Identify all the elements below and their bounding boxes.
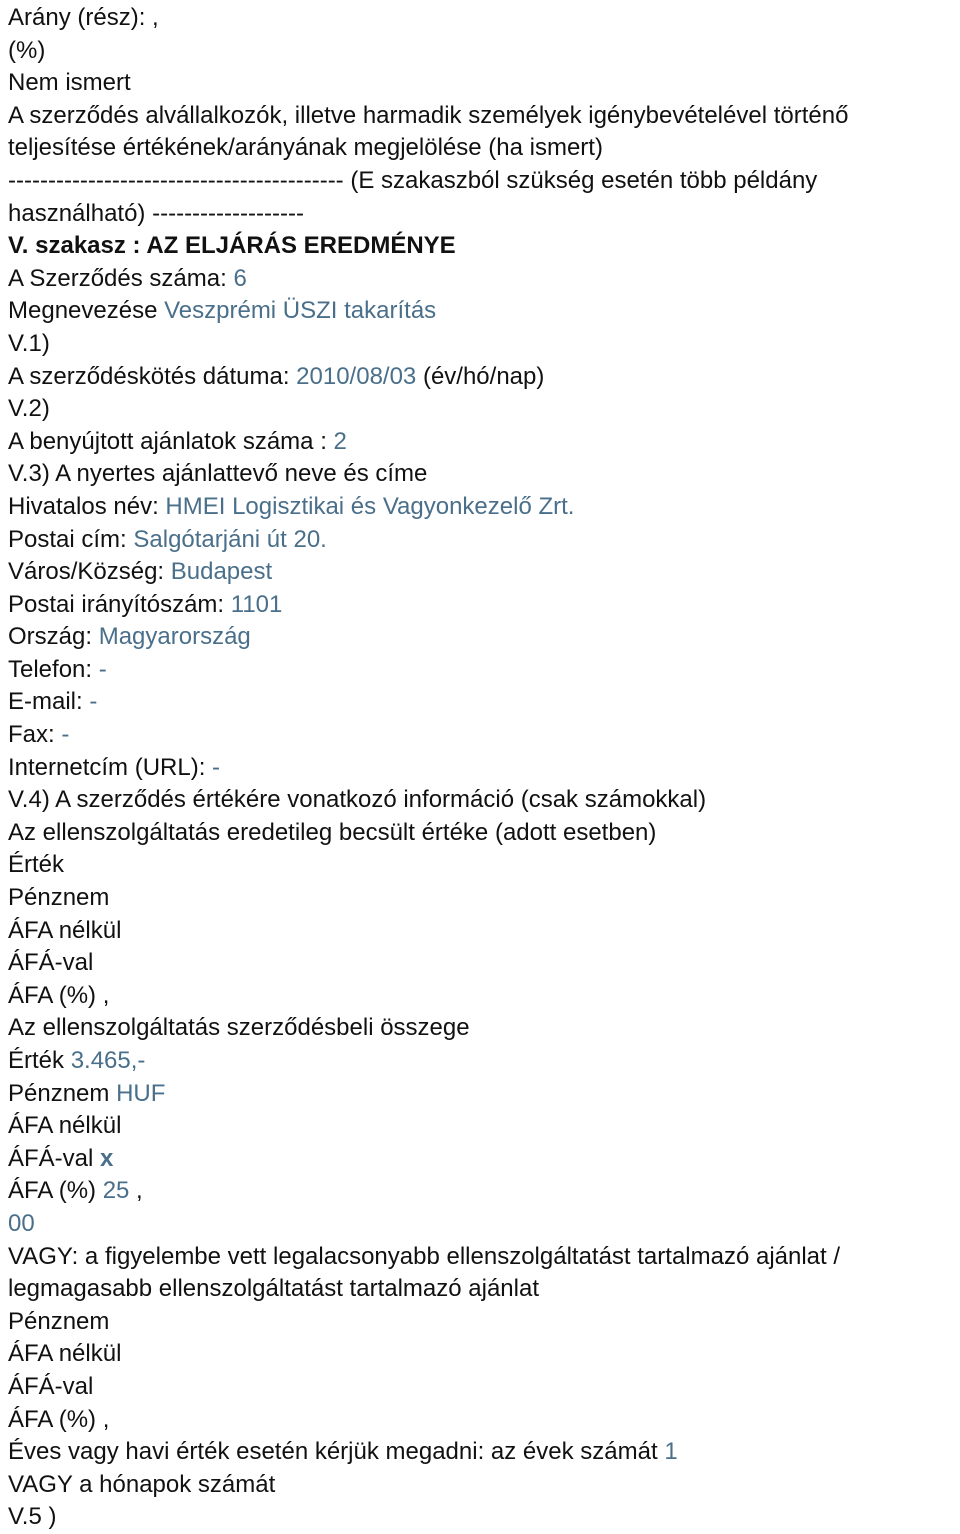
line-label: A szerződés alvállalkozók, illetve harmadik személyek igénybevételével történő [8,101,849,129]
line-label: V.3) A nyertes ajánlattevő neve és címe [8,460,428,488]
line-label: Hivatalos név: [8,492,166,520]
line-label: Éves vagy havi érték esetén kérjük megadni: az évek számát [8,1438,665,1466]
line-label: Fax: [8,721,62,749]
fax-line [8,719,960,752]
offers-count-line [8,426,960,459]
currency-line [8,1078,960,1111]
line-label: ------------------------------------------ (E szakaszból szükség esetén több példány [8,166,818,194]
text-line [8,817,960,850]
text-line [8,1371,960,1404]
line-value: HUF [116,1079,166,1107]
subsection-label [8,393,960,426]
text-line [8,2,960,35]
line-value: 2010/08/03 [296,362,417,390]
line-label: Pénznem [8,884,110,912]
line-label: használható) ------------------- [8,199,304,227]
text-line [8,132,960,165]
line-label: ÁFÁ-val [8,1372,94,1400]
vat-decimal-line [8,1208,960,1241]
text-line [8,1012,960,1045]
line-label: Internetcím (URL): [8,753,213,781]
subsection-label [8,458,960,491]
vat-included-line [8,1143,960,1176]
line-label: ÁFA (%) , [8,1405,110,1433]
line-value: 00 [8,1209,35,1237]
line-label: A Szerződés száma: [8,264,234,292]
text-line [8,1338,960,1371]
line-label: Megnevezése [8,297,165,325]
line-value: 6 [233,264,247,292]
line-value: - [61,721,70,749]
line-value: 25 [102,1177,130,1205]
line-label: ÁFÁ-val [8,949,94,977]
contract-date-line [8,361,960,394]
years-count-line [8,1436,960,1469]
line-value: HMEI Logisztikai és Vagyonkezelő Zrt. [165,492,575,520]
line-label: Város/Község: [8,558,171,586]
country-line [8,621,960,654]
separator-line [8,165,960,198]
postal-address-line [8,524,960,557]
line-label: Pénznem [8,1307,110,1335]
line-label: ÁFA nélkül [8,1340,122,1368]
line-value: Magyarország [98,623,251,651]
line-value: Budapest [170,558,273,586]
line-label: Pénznem [8,1079,117,1107]
text-line [8,947,960,980]
text-line [8,980,960,1013]
postal-code-line [8,589,960,622]
line-label: Érték [8,1047,71,1074]
line-value: Veszprémi ÜSZI takarítás [164,297,437,325]
text-line [8,1469,960,1502]
text-line [8,915,960,948]
contract-number-line [8,263,960,296]
line-label: A benyújtott ajánlatok száma : [8,427,334,455]
text-line [8,100,960,133]
line-label: V.4) A szerződés értékére vonatkozó információ (csak számokkal) [8,786,707,814]
text-line [8,1306,960,1339]
line-label: ÁFA (%) , [8,981,110,1009]
line-value: x [100,1144,114,1172]
line-label: Az ellenszolgáltatás szerződésbeli összege [8,1014,470,1042]
line-label: teljesítése értékének/arányának megjelölése (ha ismert) [8,134,603,162]
city-line [8,556,960,589]
subsection-label [8,328,960,361]
text-line [8,1273,960,1306]
text-line [8,849,960,882]
text-line [8,35,960,68]
line-suffix: (év/hó/nap) [416,362,545,390]
line-suffix: , [129,1177,143,1205]
line-label: V.5 ) [8,1503,57,1531]
line-value: - [89,688,98,716]
line-label: V.1) [8,329,50,357]
line-value: 1 [664,1438,678,1466]
line-label: (%) [8,36,46,64]
line-label: ÁFA (%) [8,1177,103,1205]
line-label: VAGY: a figyelembe vett legalacsonyabb ellenszolgáltatást tartalmazó ajánlat / [8,1242,841,1270]
value-line [8,1045,960,1078]
line-label: ÁFA nélkül [8,916,122,944]
text-line [8,67,960,100]
line-value: 3.465,- [70,1047,146,1074]
email-line [8,686,960,719]
line-label: Nem ismert [8,69,131,97]
line-label: Ország: [8,623,99,651]
line-value: - [98,655,107,683]
line-label: ÁFA nélkül [8,1112,122,1140]
line-label: Érték [8,851,65,879]
line-value: - [212,753,221,781]
phone-line [8,654,960,687]
line-value: Salgótarjáni út 20. [133,525,327,553]
line-label: Az ellenszolgáltatás eredetileg becsült értéke (adott esetben) [8,818,657,846]
line-value: 1101 [230,590,283,618]
line-label: Arány (rész): , [8,4,159,31]
text-line [8,1110,960,1143]
line-label: ÁFÁ-val [8,1144,101,1172]
line-label: A szerződéskötés dátuma: [8,362,297,390]
line-label: Telefon: [8,655,99,683]
line-label: Postai cím: [8,525,134,553]
section-heading-text: V. szakasz : AZ ELJÁRÁS EREDMÉNYE [8,232,456,260]
line-label: V.2) [8,395,50,423]
text-line [8,882,960,915]
section-heading [8,230,960,263]
vat-percent-line [8,1175,960,1208]
subsection-label [8,1501,960,1534]
line-value: 2 [333,427,347,455]
line-label: legmagasabb ellenszolgáltatást tartalmazó ajánlat [8,1275,539,1303]
text-line [8,1241,960,1274]
official-name-line [8,491,960,524]
separator-line [8,198,960,231]
contract-name-line [8,295,960,328]
subsection-label [8,784,960,817]
url-line [8,752,960,785]
line-label: Postai irányítószám: [8,590,231,618]
text-line [8,1404,960,1437]
line-label: E-mail: [8,688,90,716]
line-label: VAGY a hónapok számát [8,1470,276,1498]
